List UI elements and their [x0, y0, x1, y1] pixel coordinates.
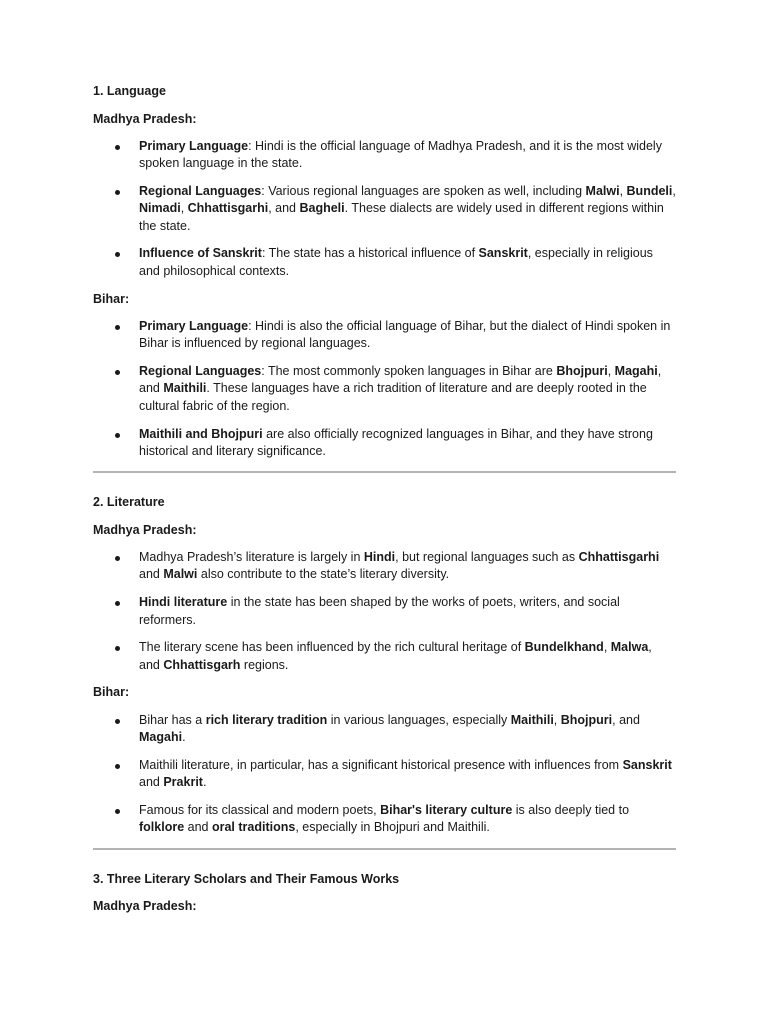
bold-text: Malwa: [610, 640, 649, 655]
bold-text: Bagheli: [299, 201, 345, 216]
body-text: regions.: [240, 657, 289, 672]
body-text: : Hindi is the official language of Madhya Pradesh, and it is the most widely spoken language in the state.: [139, 139, 662, 171]
bold-text: Chhattisgarhi: [578, 550, 660, 565]
body-text: .: [202, 775, 207, 790]
body-text: , and: [139, 364, 662, 396]
body-text: , and: [139, 640, 652, 672]
list-item: [93, 426, 676, 461]
state-heading: Madhya Pradesh:: [93, 522, 197, 537]
bold-text: Regional Languages: [139, 364, 262, 379]
bold-text: Nimadi: [139, 201, 181, 216]
body-text: in the state has been shaped by the works of poets, writers, and social reformers.: [139, 595, 620, 627]
bullet-list: [93, 712, 676, 837]
body-text: Maithili literature, in particular, has a significant historical presence with influences from: [139, 758, 623, 773]
bullet-list: [93, 549, 676, 674]
body-text: , and: [268, 201, 300, 216]
bullet-list: [93, 318, 676, 460]
bold-text: Regional Languages: [139, 184, 262, 199]
body-text: : Various regional languages are spoken as well, including: [261, 184, 586, 199]
bullet-list: [93, 138, 676, 280]
body-text: and: [139, 775, 164, 790]
bold-text: oral traditions: [211, 820, 296, 835]
list-item: [93, 594, 676, 629]
body-text: Famous for its classical and modern poets,: [139, 803, 381, 818]
bold-text: Hindi: [363, 550, 396, 565]
section-title: 1. Language: [93, 84, 166, 98]
list-item: [93, 802, 676, 837]
body-text: , especially in Bhojpuri and Maithili.: [295, 820, 490, 835]
body-text: . These languages have a rich tradition of literature and are deeply rooted in the cultural fabric of the region.: [139, 381, 647, 413]
list-item: [93, 183, 676, 235]
body-text: ,: [607, 364, 615, 379]
bold-text: Chhattisgarhi: [187, 201, 269, 216]
body-text: and: [139, 567, 164, 582]
bold-text: Bundelkhand: [524, 640, 604, 655]
body-text: : The most commonly spoken languages in Bihar are: [261, 364, 557, 379]
body-text: : The state has a historical influence of: [261, 246, 479, 261]
bold-text: rich literary tradition: [205, 712, 328, 727]
body-text: , and: [612, 712, 640, 727]
body-text: : Hindi is also the official language of Bihar, but the dialect of Hindi spoken in Bihar is influenced by regional languages.: [139, 319, 671, 351]
bold-text: Sanskrit: [622, 758, 672, 773]
state-heading: Madhya Pradesh:: [93, 111, 197, 126]
body-text: .: [182, 730, 186, 745]
list-item: [93, 363, 676, 415]
body-text: , especially in religious and philosophical contexts.: [139, 246, 653, 278]
body-text: . These dialects are widely used in different regions within the state.: [139, 201, 664, 233]
body-text: ,: [672, 184, 676, 199]
list-item: [93, 639, 676, 674]
body-text: are also officially recognized languages in Bihar, and they have strong historical and literary significance.: [139, 426, 653, 458]
bold-text: Malwi: [163, 567, 198, 582]
state-heading: Bihar:: [93, 291, 130, 306]
list-item: [93, 549, 676, 584]
list-item: [93, 245, 676, 280]
bold-text: Bundeli: [626, 184, 673, 199]
body-text: in various languages, especially: [327, 712, 511, 727]
bold-text: Primary Language: [139, 139, 249, 153]
list-item: [93, 757, 676, 792]
bold-text: Hindi literature: [139, 595, 228, 610]
body-text: and: [184, 820, 212, 835]
section-divider: [93, 848, 676, 850]
bold-text: Primary Language: [139, 319, 249, 334]
list-item: [93, 138, 676, 173]
body-text: ,: [180, 201, 188, 216]
bold-text: Maithili and Bhojpuri: [139, 426, 263, 441]
state-heading: Madhya Pradesh:: [93, 899, 197, 914]
bold-text: Magahi: [139, 730, 183, 745]
bold-text: Maithili: [510, 712, 554, 727]
section-divider: [93, 471, 676, 473]
section-title: 2. Literature: [93, 495, 165, 510]
body-text: , but regional languages such as: [395, 550, 579, 565]
document-body: [93, 83, 676, 926]
list-item: [93, 712, 676, 747]
bold-text: Magahi: [614, 364, 658, 379]
list-item: [93, 318, 676, 353]
section-title: 3. Three Literary Scholars and Their Famous Works: [93, 871, 400, 886]
body-text: ,: [619, 184, 627, 199]
body-text: Bihar has a: [139, 712, 206, 727]
bold-text: Influence of Sanskrit: [139, 246, 262, 261]
bold-text: folklore: [139, 820, 185, 835]
body-text: ,: [553, 712, 561, 727]
bold-text: Bhojpuri: [556, 364, 608, 379]
body-text: Madhya Pradesh’s literature is largely in: [139, 550, 364, 565]
state-heading: Bihar:: [93, 685, 130, 700]
bold-text: Prakrit: [163, 775, 203, 790]
body-text: The literary scene has been influenced by the rich cultural heritage of: [139, 640, 525, 655]
body-text: also contribute to the state’s literary diversity.: [197, 567, 450, 582]
bold-text: Bihar's literary culture: [380, 803, 513, 818]
bold-text: Bhojpuri: [560, 712, 613, 727]
bold-text: Sanskrit: [478, 246, 528, 261]
body-text: is also deeply tied to: [512, 803, 630, 818]
bold-text: Maithili: [163, 381, 207, 396]
bold-text: Chhattisgarh: [163, 657, 241, 672]
bold-text: Malwi: [585, 184, 620, 199]
body-text: ,: [603, 640, 611, 655]
